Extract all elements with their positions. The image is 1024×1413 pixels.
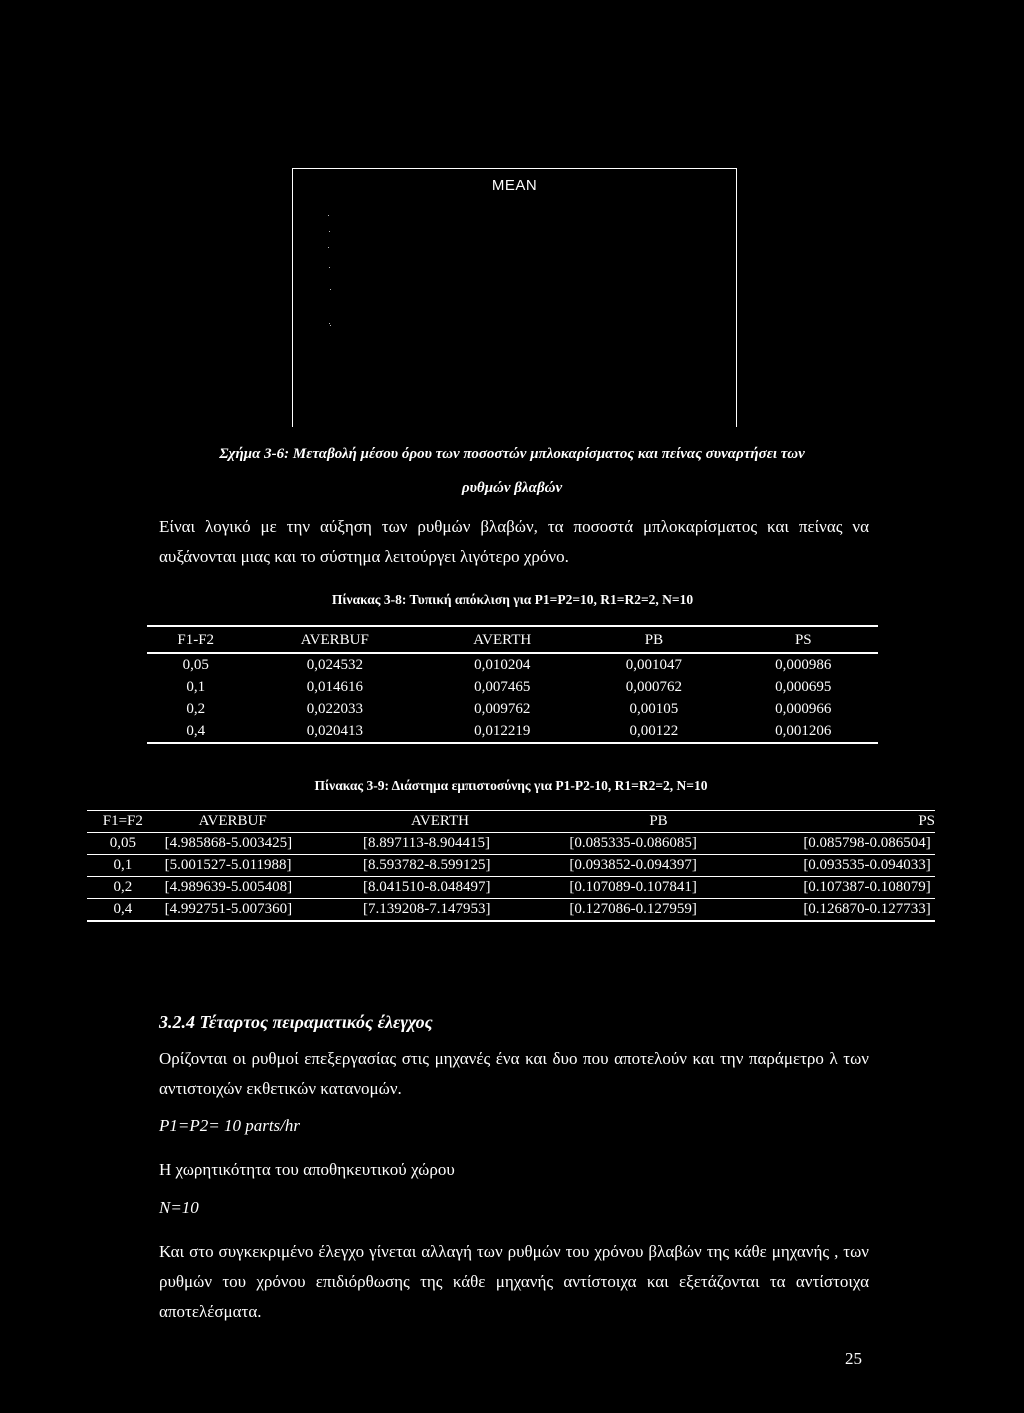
paragraph: Ορίζονται οι ρυθμοί επεξεργασίας στις μηχανές ένα και δυο που αποτελούν και την παράμετρο λ των αντιστοιχών εκθετικών κατανομών. bbox=[159, 1049, 869, 1098]
table-cell: [0.126870-0.127733] bbox=[803, 901, 931, 917]
column-header: AVERBUF bbox=[300, 631, 369, 648]
table-row bbox=[87, 855, 935, 877]
table-cell: [8.041510-8.048497] bbox=[363, 879, 491, 895]
table-cell: 0,2 bbox=[113, 879, 133, 895]
chart-mark bbox=[329, 267, 330, 268]
column-header: PS bbox=[794, 631, 812, 648]
table-cell: [0.085335-0.086085] bbox=[569, 835, 697, 851]
table-row bbox=[87, 877, 935, 899]
table-header-row bbox=[147, 626, 878, 653]
table-cell: 0,000695 bbox=[775, 679, 832, 695]
table-cell: [8.593782-8.599125] bbox=[363, 857, 491, 873]
table-row bbox=[87, 899, 935, 922]
table-cell: 0,00105 bbox=[629, 701, 679, 717]
table-cell: 0,000966 bbox=[775, 701, 832, 717]
table-cell: 0,010204 bbox=[474, 657, 531, 673]
confidence-interval-table bbox=[87, 810, 935, 922]
table-cell: 0,05 bbox=[182, 657, 209, 673]
table-cell: 0,001047 bbox=[625, 657, 683, 673]
column-header: AVERTH bbox=[411, 813, 470, 829]
chart-mark bbox=[330, 289, 331, 290]
column-header: AVERBUF bbox=[198, 813, 267, 829]
table-cell: 0,009762 bbox=[474, 701, 531, 717]
table-cell: [0.093852-0.094397] bbox=[569, 857, 697, 873]
table-cell: 0,2 bbox=[186, 701, 206, 717]
paragraph: Και στο συγκεκριμένο έλεγχο γίνεται αλλαγή των ρυθμών του χρόνου βλαβών της κάθε μηχανής , των ρυθμών του χρόνου επιδιόρθωσης της κάθε μηχανής αντίστοιχα και εξετάζονται τα αντίστοιχα αποτελέσματα. bbox=[159, 1242, 869, 1321]
capacity-label: Η χωρητικότητα του αποθηκευτικού χώρου bbox=[159, 1160, 455, 1179]
std-deviation-table bbox=[147, 625, 878, 744]
table-cell: [0.127086-0.127959] bbox=[569, 901, 697, 917]
table-cell: 0,024532 bbox=[306, 657, 363, 673]
chart-mark bbox=[329, 323, 330, 324]
column-header: PS bbox=[918, 813, 935, 829]
chart-mark bbox=[328, 215, 329, 216]
parameter-n-value: N=10 bbox=[159, 1198, 199, 1217]
section-heading: 3.2.4 Τέταρτος πειραματικός έλεγχος bbox=[159, 1012, 433, 1032]
column-header: PB bbox=[649, 813, 668, 829]
table-header-row bbox=[87, 811, 935, 833]
chart-mark bbox=[329, 231, 330, 232]
table-cell: 0,000986 bbox=[775, 657, 832, 673]
figure-caption: Σχήμα 3-6: Μεταβολή μέσου όρου των ποσοστών μπλοκαρίσματος και πείνας συναρτήσει των bbox=[219, 446, 805, 462]
column-header: F1=F2 bbox=[102, 813, 143, 829]
column-header: PB bbox=[644, 631, 664, 648]
table-cell: 0,001206 bbox=[775, 723, 832, 739]
table-cell: [0.107387-0.108079] bbox=[803, 879, 931, 895]
table-row bbox=[147, 698, 878, 720]
table-cell: 0,00122 bbox=[629, 723, 679, 739]
page-number: 25 bbox=[845, 1349, 862, 1368]
table-cell: [0.107089-0.107841] bbox=[569, 879, 697, 895]
table-cell: [5.001527-5.011988] bbox=[164, 857, 292, 873]
paragraph: Είναι λογικό με την αύξηση των ρυθμών βλαβών, τα ποσοστά μπλοκαρίσματος και πείνας να αυξάνονται μιας και το σύστημα λειτούργει λιγότερο χρόνο. bbox=[159, 517, 869, 566]
table-cell: [7.139208-7.147953] bbox=[363, 901, 491, 917]
table-cell: 0,007465 bbox=[474, 679, 531, 695]
table-cell: 0,000762 bbox=[625, 679, 683, 695]
table-cell: 0,020413 bbox=[306, 723, 363, 739]
figure-title: MEAN bbox=[491, 177, 538, 194]
table-cell: 0,014616 bbox=[306, 679, 363, 695]
figure-caption-continued: ρυθμών βλαβών bbox=[461, 480, 563, 496]
table-cell: [8.897113-8.904415] bbox=[363, 835, 490, 851]
figure-chart-frame bbox=[292, 168, 737, 427]
table-caption: Πίνακας 3-8: Τυπική απόκλιση για P1=P2=10, R1=R2=2, N=10 bbox=[331, 592, 694, 607]
table-row bbox=[147, 653, 878, 676]
table-cell: [4.985868-5.003425] bbox=[164, 835, 293, 851]
table-row bbox=[147, 720, 878, 743]
table-cell: 0,012219 bbox=[474, 723, 531, 739]
table-cell: 0,05 bbox=[109, 835, 136, 851]
table-cell: 0,1 bbox=[186, 679, 206, 695]
table-cell: [0.093535-0.094033] bbox=[803, 857, 931, 873]
table-cell: 0,4 bbox=[113, 901, 133, 917]
table-row bbox=[87, 833, 935, 855]
table-cell: [4.989639-5.005408] bbox=[164, 879, 293, 895]
table-row bbox=[147, 676, 878, 698]
chart-mark bbox=[330, 325, 331, 326]
table-cell: 0,1 bbox=[113, 857, 133, 873]
parameter-p-value: P1=P2= 10 parts/hr bbox=[159, 1116, 301, 1135]
table-cell: [4.992751-5.007360] bbox=[164, 901, 293, 917]
column-header: F1-F2 bbox=[177, 631, 215, 648]
table-cell: 0,4 bbox=[186, 723, 206, 739]
table-caption: Πίνακας 3-9: Διάστημα εμπιστοσύνης για P1-P2-10, R1=R2=2, N=10 bbox=[314, 778, 708, 793]
table-cell: [0.085798-0.086504] bbox=[803, 835, 931, 851]
table-cell: 0,022033 bbox=[306, 701, 363, 717]
column-header: AVERTH bbox=[473, 631, 532, 648]
chart-mark bbox=[328, 247, 329, 248]
